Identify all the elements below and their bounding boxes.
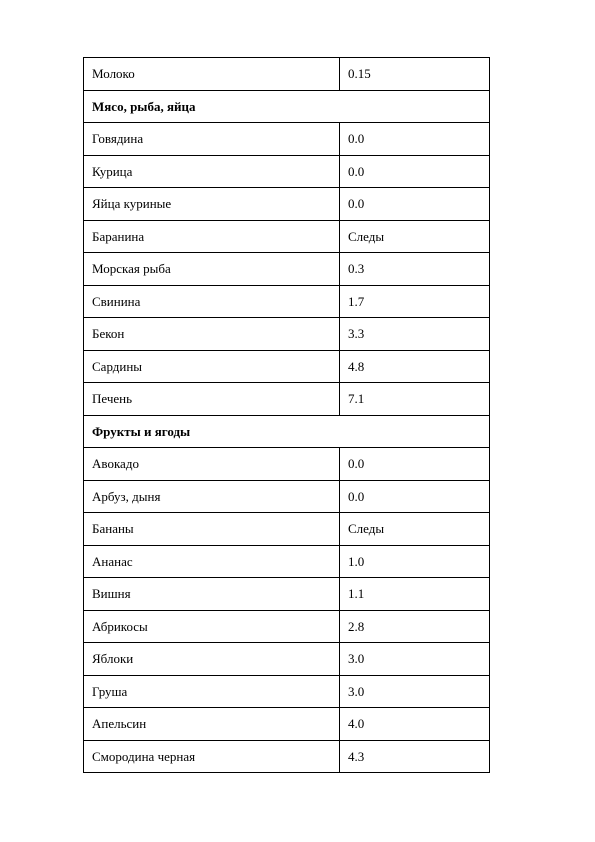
section-title: Фрукты и ягоды (84, 415, 490, 448)
food-name-cell: Бананы (84, 513, 340, 546)
section-title: Мясо, рыба, яйца (84, 90, 490, 123)
value-cell: 4.8 (340, 350, 490, 383)
value-cell: Следы (340, 220, 490, 253)
food-name-cell: Груша (84, 675, 340, 708)
table-row (84, 675, 490, 708)
value-cell: 0.0 (340, 480, 490, 513)
value-cell: 0.0 (340, 155, 490, 188)
table-row (84, 448, 490, 481)
value-cell: 4.3 (340, 740, 490, 773)
table-row (84, 480, 490, 513)
food-name-cell: Курица (84, 155, 340, 188)
value-cell: 1.7 (340, 285, 490, 318)
value-cell: 0.3 (340, 253, 490, 286)
value-cell: 0.0 (340, 448, 490, 481)
table-row (84, 610, 490, 643)
food-name-cell: Молоко (84, 58, 340, 91)
table-body (84, 58, 490, 773)
food-name-cell: Сардины (84, 350, 340, 383)
table-row (84, 708, 490, 741)
food-name-cell: Свинина (84, 285, 340, 318)
table-row (84, 123, 490, 156)
value-cell: 3.0 (340, 643, 490, 676)
food-name-cell: Апельсин (84, 708, 340, 741)
value-cell: 0.0 (340, 123, 490, 156)
value-cell: 4.0 (340, 708, 490, 741)
table-row (84, 513, 490, 546)
food-name-cell: Яблоки (84, 643, 340, 676)
food-name-cell: Ананас (84, 545, 340, 578)
food-name-cell: Говядина (84, 123, 340, 156)
food-name-cell: Печень (84, 383, 340, 416)
value-cell: 2.8 (340, 610, 490, 643)
table-row (84, 740, 490, 773)
section-header-row (84, 90, 490, 123)
data-table (83, 57, 490, 773)
table-row (84, 578, 490, 611)
table-row (84, 350, 490, 383)
food-name-cell: Смородина черная (84, 740, 340, 773)
value-cell: 7.1 (340, 383, 490, 416)
food-name-cell: Баранина (84, 220, 340, 253)
table-row (84, 188, 490, 221)
food-name-cell: Вишня (84, 578, 340, 611)
section-header-row (84, 415, 490, 448)
food-name-cell: Арбуз, дыня (84, 480, 340, 513)
value-cell: 1.1 (340, 578, 490, 611)
value-cell: 3.3 (340, 318, 490, 351)
table-row (84, 155, 490, 188)
table-row (84, 220, 490, 253)
table-row (84, 643, 490, 676)
table-row (84, 318, 490, 351)
food-name-cell: Авокадо (84, 448, 340, 481)
value-cell: Следы (340, 513, 490, 546)
value-cell: 0.0 (340, 188, 490, 221)
table-row (84, 253, 490, 286)
food-name-cell: Яйца куриные (84, 188, 340, 221)
value-cell: 1.0 (340, 545, 490, 578)
table-row (84, 383, 490, 416)
value-cell: 0.15 (340, 58, 490, 91)
value-cell: 3.0 (340, 675, 490, 708)
food-name-cell: Бекон (84, 318, 340, 351)
food-name-cell: Морская рыба (84, 253, 340, 286)
table-row (84, 285, 490, 318)
table-row (84, 58, 490, 91)
table-row (84, 545, 490, 578)
food-name-cell: Абрикосы (84, 610, 340, 643)
